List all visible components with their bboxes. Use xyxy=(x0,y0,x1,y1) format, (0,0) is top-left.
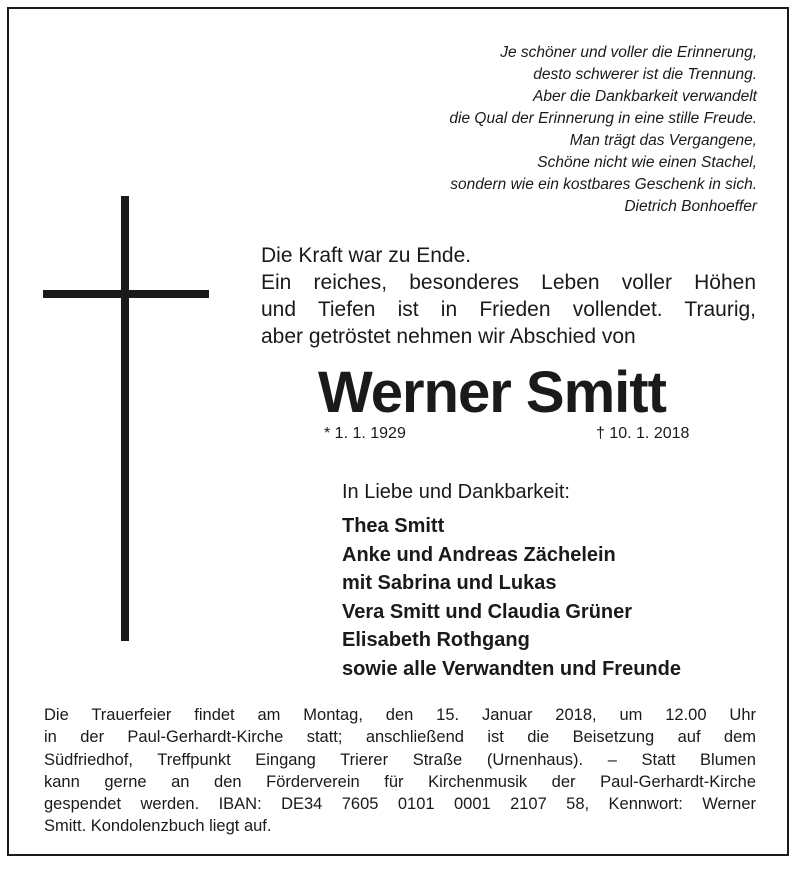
mourner-name: Elisabeth Rothgang xyxy=(342,629,530,651)
service-info xyxy=(44,704,756,838)
intro-text xyxy=(261,242,756,350)
quote-author: Dietrich Bonhoeffer xyxy=(624,198,757,215)
mourners-heading: In Liebe und Dankbarkeit: xyxy=(342,481,570,503)
cross-horizontal-beam xyxy=(43,290,209,298)
deceased-name: Werner Smitt xyxy=(318,360,666,425)
birth-date: * 1. 1. 1929 xyxy=(324,425,406,442)
mourner-name: Thea Smitt xyxy=(342,515,445,537)
mourner-name: Vera Smitt und Claudia Grüner xyxy=(342,600,633,623)
quote-line: desto schwerer ist die Trennung. xyxy=(533,66,757,83)
intro-line: Ein reiches, besonderes Leben voller Höhen xyxy=(261,271,756,294)
info-line: kann gerne an den Förderverein für Kirchenmusik der Paul-Gerhardt-Kirche xyxy=(44,772,756,791)
mourner-name: Anke und Andreas Zächelein xyxy=(342,543,616,566)
mourners-list xyxy=(342,512,681,683)
intro-line: und Tiefen ist in Frieden vollendet. Traurig, xyxy=(261,298,756,321)
intro-line: aber getröstet nehmen wir Abschied von xyxy=(261,325,636,348)
quote-line: Schöne nicht wie einen Stachel, xyxy=(537,154,757,171)
quote-line: Aber die Dankbarkeit verwandelt xyxy=(532,88,757,105)
intro-line: Die Kraft war zu Ende. xyxy=(261,244,472,267)
cross-vertical-beam xyxy=(121,196,129,641)
info-line: Die Trauerfeier findet am Montag, den 15. Januar 2018, um 12.00 Uhr xyxy=(44,706,756,724)
bonhoeffer-quote xyxy=(449,42,757,218)
mourner-name: mit Sabrina und Lukas xyxy=(342,572,557,594)
info-line: in der Paul-Gerhardt-Kirche statt; anschließend ist die Beisetzung auf dem xyxy=(44,728,756,747)
quote-line: die Qual der Erinnerung in eine stille Freude. xyxy=(449,110,757,127)
quote-line: Man trägt das Vergangene, xyxy=(569,132,757,149)
quote-line: sondern wie ein kostbares Geschenk in sich. xyxy=(450,176,757,193)
death-date: † 10. 1. 2018 xyxy=(596,425,690,442)
info-line: Smitt. Kondolenzbuch liegt auf. xyxy=(44,817,272,836)
info-line: gespendet werden. IBAN: DE34 7605 0101 0001 2107 58, Kennwort: Werner xyxy=(44,795,756,814)
quote-line: Je schöner und voller die Erinnerung, xyxy=(500,44,757,61)
mourner-name: sowie alle Verwandten und Freunde xyxy=(342,657,681,680)
info-line: Südfriedhof, Treffpunkt Eingang Trierer Straße (Urnenhaus). – Statt Blumen xyxy=(44,750,756,769)
